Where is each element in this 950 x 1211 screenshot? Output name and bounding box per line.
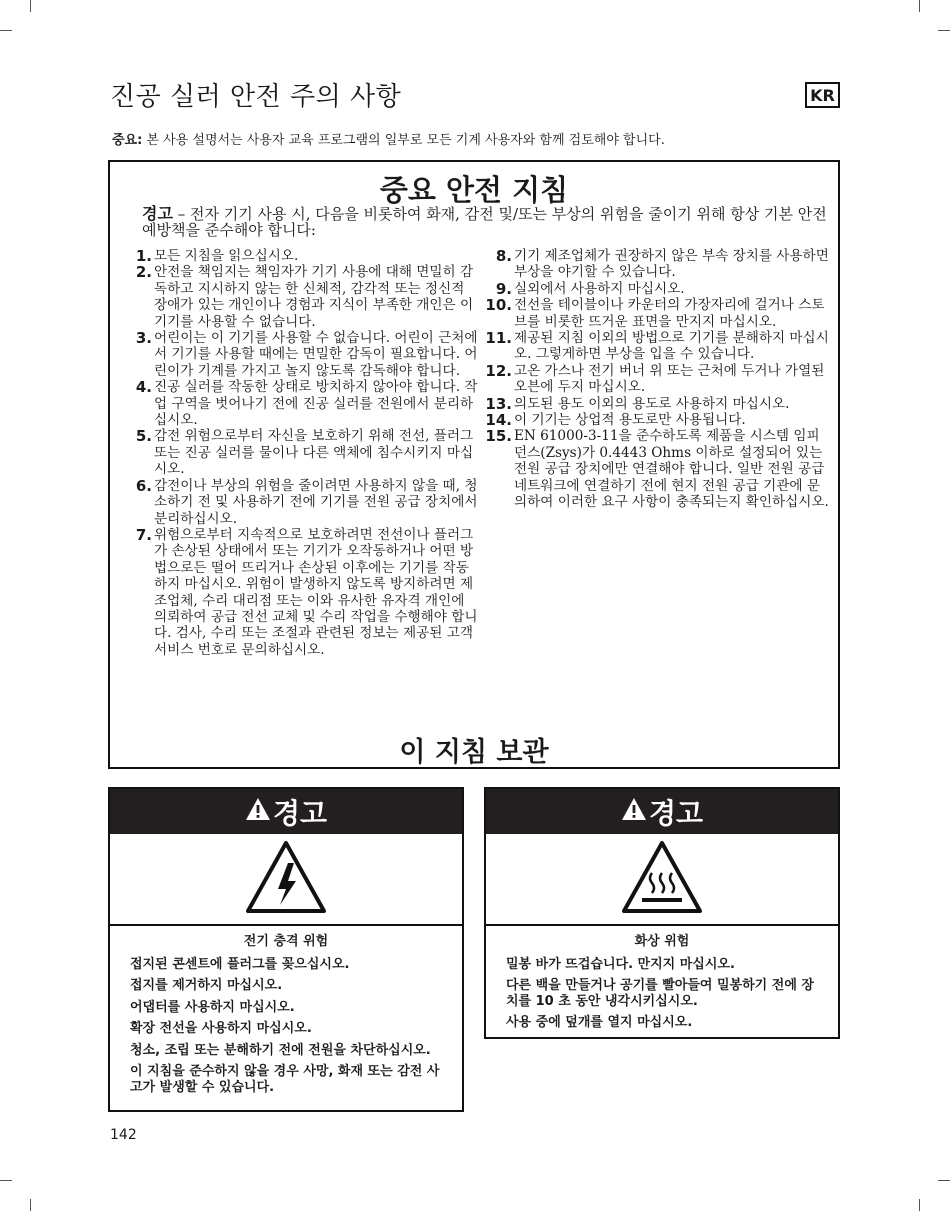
item-number: 12.: [485, 361, 512, 380]
warning-header: [486, 789, 838, 834]
warning-line: 이 지침을 준수하지 않을 경우 사망, 화재 또는 감전 사고가 발생할 수 있습니다.: [130, 1064, 440, 1095]
item-text: 안전을 책임지는 책임자가 기기 사용에 대해 면밀히 감독하고 지시하지 않는 한 신체적, 감각적 또는 정신적 장애가 있는 개인이나 경험과 지식이 부족한 개인은 이 기기를 사용할 수 없습니다.: [154, 264, 474, 330]
important-label: 중요:: [112, 133, 143, 148]
item-text: 감전 위험으로부터 자신을 보호하기 위해 전선, 플러그 또는 진공 실러를 물이나 다른 액체에 침수시키지 마십시오.: [154, 428, 474, 478]
electric-shock-icon: [244, 839, 328, 919]
item-number: 14.: [485, 411, 512, 430]
warning-line: 다른 백을 만들거나 공기를 빨아들여 밀봉하기 전에 장치를 10 초 동안 냉각시키십시오.: [506, 978, 814, 1009]
important-text: 본 사용 설명서는 사용자 교육 프로그램의 일부로 모든 기계 사용자와 함께 검토해야 합니다.: [142, 133, 665, 148]
list-item: [135, 248, 480, 264]
warning-line: 청소, 조립 또는 분해하기 전에 전원을 차단하십시오.: [130, 1042, 431, 1058]
warning-title: 화상 위험: [634, 934, 690, 949]
instructions-left-column: [135, 248, 480, 658]
warning-intro: [142, 206, 832, 238]
list-item: [135, 478, 480, 527]
list-item: [135, 379, 480, 428]
list-item: [135, 330, 480, 379]
item-number: 10.: [485, 296, 512, 315]
item-number: 6.: [135, 476, 152, 495]
item-text: EN 61000-3-11을 준수하도록 제품을 시스템 임피던스(Zsys)가 0.4443 Ohms 이하로 설정되어 있는 전원 공급 장치에만 연결해야 합니다. 일반 전원 공급 네트워크에 연결하기 전에 현지 전원 공급 기관에 문의하여 이러한 요구 사항이 충족되는지 확인하십시오.: [514, 428, 829, 511]
item-number: 5.: [135, 427, 152, 446]
item-text: 기기 제조업체가 권장하지 않은 부속 장치를 사용하면 부상을 야기할 수 있습니다.: [514, 248, 829, 281]
burn-hazard-warning-panel: [484, 787, 840, 1039]
page-title: 진공 실러 안전 주의 사항: [110, 82, 402, 112]
crop-mark: [0, 1180, 12, 1181]
item-number: 8.: [495, 247, 512, 265]
keep-instructions-heading: 이 지침 보관: [399, 737, 549, 768]
warning-triangle-icon: [245, 795, 271, 828]
crop-mark: [919, 1199, 920, 1211]
item-text: 실외에서 사용하지 마십시오.: [514, 280, 685, 297]
item-text: 의도된 용도 이외의 용도로 사용하지 마십시오.: [514, 395, 790, 412]
important-note: [112, 129, 665, 148]
list-item: [485, 363, 830, 396]
crop-mark: [30, 1199, 31, 1211]
warning-triangle-icon: [621, 795, 647, 828]
item-number: 11.: [485, 329, 512, 348]
instructions-right-column: [485, 248, 830, 511]
item-text: 감전이나 부상의 위험을 줄이려면 사용하지 않을 때, 청소하기 전 및 사용하기 전에 기기를 전원 공급 장치에서 분리하십시오.: [154, 477, 478, 527]
warning-header-label: 경고: [272, 796, 328, 830]
crop-mark: [919, 0, 920, 12]
hot-surface-icon: [620, 839, 704, 919]
warning-title: 전기 충격 위험: [243, 934, 329, 949]
warning-line: 접지된 콘센트에 플러그를 꽂으십시오.: [130, 956, 350, 972]
item-number: 1.: [135, 247, 152, 265]
item-number: 2.: [135, 263, 152, 282]
item-number: 3.: [135, 329, 152, 348]
warning-symbol-area: [486, 834, 838, 926]
list-item: [135, 527, 480, 658]
item-number: 15.: [485, 427, 512, 446]
warning-header-label: 경고: [648, 796, 704, 830]
list-item: [485, 281, 830, 297]
list-item: [485, 330, 830, 363]
list-item: [135, 264, 480, 330]
warning-body: [486, 934, 838, 1031]
warning-line: 어댑터를 사용하지 마십시오.: [130, 999, 295, 1015]
crop-mark: [0, 30, 12, 31]
warning-body: [110, 934, 462, 1095]
item-text: 모든 지침을 읽으십시오.: [154, 248, 299, 264]
warning-line: 사용 중에 덮개를 열지 마십시오.: [506, 1015, 693, 1030]
list-item: [485, 297, 830, 330]
item-text: 이 기기는 상업적 용도로만 사용됩니다.: [514, 412, 746, 429]
electric-shock-warning-panel: [108, 787, 464, 1112]
item-text: 어린이는 이 기기를 사용할 수 없습니다. 어린이 근처에서 기기를 사용할 때에는 면밀한 감독이 필요합니다. 어린이가 기계를 가지고 놀지 않도록 감독해야 합니다.: [154, 330, 478, 379]
warning-symbol-area: [110, 834, 462, 926]
list-item: [485, 396, 830, 412]
crop-mark: [938, 30, 950, 31]
page-number: 142: [110, 1127, 137, 1143]
item-text: 진공 실러를 작동한 상태로 방치하지 않아야 합니다. 작업 구역을 벗어나기 전에 진공 실러를 전원에서 분리하십시오.: [154, 379, 478, 429]
warning-label: 경고: [142, 204, 173, 223]
item-number: 9.: [495, 279, 512, 298]
list-item: [485, 428, 830, 510]
safety-heading: 중요 안전 지침: [379, 173, 569, 207]
list-item: [135, 428, 480, 477]
item-text: 위험으로부터 지속적으로 보호하려면 전선이나 플러그가 손상된 상태에서 또는 기기가 오작동하거나 어떤 방법으로든 떨어 뜨리거나 손상된 이후에는 기기를 작동하지 마십시오. 위험이 발생하지 않도록 방지하려면 제조업체, 수리 대리점 또는 이와 유사한 유자격 개인에 의뢰하여 공급 전선 교체 및 수리 작업을 수행해야 합니다. 검사, 수리 또는 조절과 관련된 정보는 제공된 고객 서비스 번호로 문의하십시오.: [154, 526, 478, 658]
crop-mark: [938, 1180, 950, 1181]
item-number: 13.: [485, 394, 512, 413]
warning-intro-text: – 전자 기기 사용 시, 다음을 비롯하여 화재, 감전 및/또는 부상의 위험을 줄이기 위해 항상 기본 안전 예방책을 준수해야 합니다:: [142, 205, 827, 239]
item-number: 7.: [135, 525, 152, 544]
item-number: 4.: [135, 378, 152, 397]
list-item: [485, 412, 830, 428]
warning-line: 밀봉 바가 뜨겁습니다. 만지지 마십시오.: [506, 956, 735, 972]
item-text: 전선을 테이블이나 카운터의 가장자리에 걸거나 스토브를 비롯한 뜨거운 표면을 만지지 마십시오.: [514, 297, 825, 330]
language-badge: KR: [805, 82, 840, 108]
warning-line: 확장 전선을 사용하지 마십시오.: [130, 1021, 312, 1036]
item-text: 제공된 지침 이외의 방법으로 기기를 분해하지 마십시오. 그렇게하면 부상을 입을 수 있습니다.: [514, 330, 829, 363]
item-text: 고온 가스나 전기 버너 위 또는 근처에 두거나 가열된 오븐에 두지 마십시오.: [514, 362, 825, 396]
warning-line: 접지를 제거하지 마십시오.: [130, 978, 283, 993]
safety-instructions-box: [108, 160, 840, 769]
crop-mark: [30, 0, 31, 12]
list-item: [485, 248, 830, 281]
warning-header: [110, 789, 462, 834]
